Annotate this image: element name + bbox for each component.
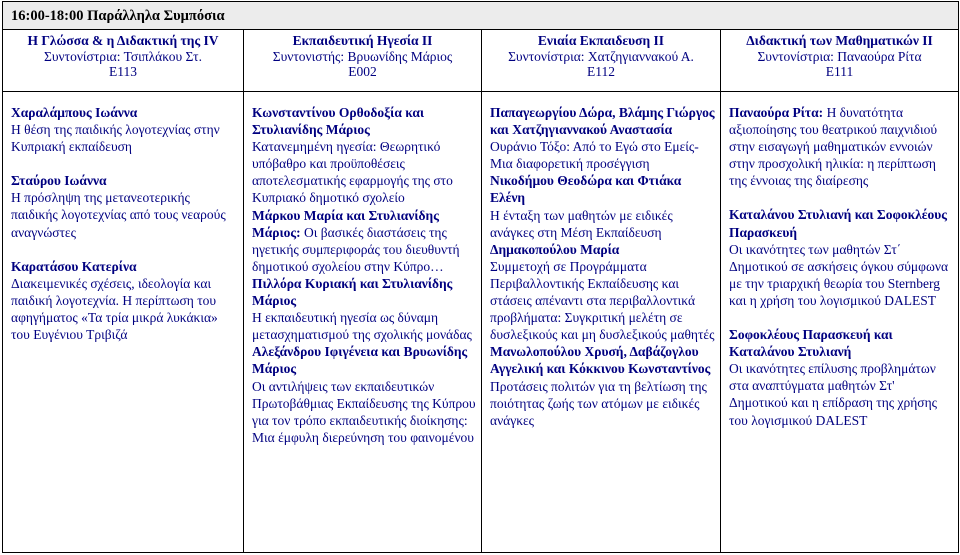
presentation bbox=[11, 172, 239, 240]
presentation-author: Καταλάνου Στυλιανή και Σοφοκλέους Παρασκευή bbox=[729, 207, 947, 240]
presentation-title: Συμμετοχή σε Προγράμματα Περιβαλλοντικής Εκπαίδευσης και στάσεις απέναντι στα περιβαλλοντικά προβλήματα: Συγκριτική μελέτη σε δυσλεξικούς και μη δυσλεξικούς μαθητές bbox=[490, 258, 715, 343]
session-header-row bbox=[3, 30, 959, 92]
session-room: Ε113 bbox=[109, 64, 137, 80]
presentation-author: Μάρκου Μαρία και Στυλιανίδης Μάριος: bbox=[252, 207, 439, 240]
presentation bbox=[252, 343, 477, 446]
time-header-row bbox=[3, 2, 959, 30]
presentation-author: Παπαγεωργίου Δώρα, Βλάμης Γιώργος και Χατζηγιαννακού Αναστασία bbox=[490, 105, 715, 138]
presentation-author: Παναούρα Ρίτα: bbox=[729, 105, 824, 120]
session-room: Ε112 bbox=[587, 64, 615, 80]
session-coordinator: Συντονιστής: Βρυωνίδης Μάριος bbox=[272, 48, 453, 64]
presentation bbox=[490, 241, 716, 344]
session-coordinator: Συντονίστρια: Παναούρα Ρίτα bbox=[757, 48, 922, 64]
presentation-author: Νικοδήμου Θεοδώρα και Φτιάκα Ελένη bbox=[490, 173, 682, 206]
session-4-presentations bbox=[721, 92, 959, 553]
session-name: Διδακτική των Μαθηματικών ΙΙ bbox=[746, 33, 933, 48]
session-name: Ενιαία Εκπαιδευση ΙΙ bbox=[537, 33, 665, 48]
presentation-title: Η πρόσληψη της μετανεοτερικής παιδικής λογοτεχνίας από τους νεαρούς αναγνώστες bbox=[11, 190, 226, 240]
session-header-2 bbox=[244, 30, 482, 92]
session-header-3 bbox=[482, 30, 721, 92]
presentation bbox=[490, 172, 716, 240]
presentation-author: Χαραλάμπους Ιωάννα bbox=[11, 105, 138, 120]
presentation-title: Οι βασικές διαστάσεις της ηγετικής συμπεριφοράς του διευθυντή δημοτικού σχολείου στην Κύπρο… bbox=[252, 224, 460, 274]
time-header: 16:00-18:00 Παράλληλα Συμπόσια bbox=[11, 8, 225, 24]
presentation-title: Οι αντιλήψεις των εκπαιδευτικών Πρωτοβάθμιας Εκπαίδευσης της Κύπρου για τον τρόπο εκπαιδευτικής διοίκησης: Μια έμφυλη διερεύνηση του φαινομένου bbox=[252, 378, 476, 445]
session-2-presentations bbox=[244, 92, 482, 553]
presentation bbox=[490, 104, 716, 172]
presentation bbox=[252, 207, 477, 275]
presentation-author: Μανωλοπούλου Χρυσή, Δαβάζογλου Αγγελική και Κόκκινου Κωνσταντίνος bbox=[490, 344, 711, 377]
presentation-author: Κωνσταντίνου Ορθοδοξία και Στυλιανίδης Μάριος bbox=[252, 105, 425, 138]
session-name: Η Γλώσσα & η Διδακτική της IV bbox=[27, 33, 219, 48]
presentation-author: Σταύρου Ιωάννα bbox=[11, 173, 107, 189]
presentation bbox=[729, 104, 954, 189]
session-3-presentations bbox=[482, 92, 721, 553]
session-coordinator: Συντονίστρια: Τσιπλάκου Στ. bbox=[44, 48, 202, 64]
presentation bbox=[252, 275, 477, 343]
presentation-author: Πιλλόρα Κυριακή και Στυλιανίδης Μάριος bbox=[252, 275, 453, 309]
session-header-1 bbox=[3, 30, 244, 92]
presentation-title: Η εκπαιδευτική ηγεσία ως δύναμη μετασχηματισμού της σχολικής μονάδας bbox=[252, 310, 472, 343]
presentation-author: Αλεξάνδρου Ιφιγένεια και Βρυωνίδης Μάριος bbox=[252, 344, 468, 377]
presentation-title: Η ένταξη των μαθητών με ειδικές ανάγκες στη Μέση Εκπαίδευση bbox=[490, 207, 673, 240]
presentation-author: Δημακοπούλου Μαρία bbox=[490, 241, 620, 257]
presentation bbox=[11, 104, 239, 155]
presentation-title: Κατανεμημένη ηγεσία: Θεωρητικό υπόβαθρο και προϋποθέσεις αποτελεσματικής εφαρμογής της στο Κυπριακό δημοτικό σχολείο bbox=[252, 139, 453, 206]
presentations-row bbox=[3, 92, 959, 553]
presentation-title: Διακειμενικές σχέσεις, ιδεολογία και παιδική λογοτεχνία. Η περίπτωση του αφηγήματος «Τα τρία μικρά λυκάκια» του Ευγένιου Τριβιζά bbox=[11, 275, 218, 343]
session-room: Ε002 bbox=[348, 64, 377, 80]
session-header-4 bbox=[721, 30, 959, 92]
time-header-cell bbox=[3, 2, 959, 30]
presentation bbox=[729, 326, 954, 429]
presentation-author: Καρατάσου Κατερίνα bbox=[11, 258, 137, 274]
presentation-title: Ουράνιο Τόξο: Από το Εγώ στο Εμείς-Μια διαφορετική προσέγγιση bbox=[490, 139, 699, 172]
session-coordinator: Συντονίστρια: Χατζηγιαννακού Α. bbox=[508, 48, 694, 64]
presentation bbox=[11, 258, 239, 343]
schedule-table bbox=[2, 1, 959, 553]
presentation bbox=[729, 206, 954, 309]
session-name: Εκπαιδευτική Ηγεσία ΙΙ bbox=[292, 33, 433, 48]
session-room: Ε111 bbox=[825, 64, 854, 80]
presentation bbox=[490, 343, 716, 428]
presentation-title: Η θέση της παιδικής λογοτεχνίας στην Κυπριακή εκπαίδευση bbox=[11, 122, 220, 155]
session-1-presentations bbox=[3, 92, 244, 553]
presentation-title: Η δυνατότητα αξιοποίησης του θεατρικού παιχνιδιού στην εισαγωγή μαθηματικών εννοιών στην προσχολική ηλικία: η περίπτωση της έννοιας της διαίρεσης bbox=[729, 105, 938, 189]
presentation bbox=[252, 104, 477, 207]
presentation-title: Προτάσεις πολιτών για τη βελτίωση της ποιότητας ζωής των ατόμων με ειδικές ανάγκες bbox=[490, 378, 707, 428]
presentation-title: Οι ικανότητες επίλυσης προβλημάτων στα αναπτύγματα μαθητών Στ' Δημοτικού και η επίδραση της χρήσης του λογισμικού DALEST bbox=[729, 361, 937, 428]
presentation-title: Οι ικανότητες των μαθητών Στ΄ Δημοτικού σε ασκήσεις όγκου σύμφωνα με την τριαρχική θεωρία του Sternberg και η χρήση του λογισμικού DALEST bbox=[729, 241, 949, 308]
presentation-author: Σοφοκλέους Παρασκευή και Καταλάνου Στυλιανή bbox=[729, 327, 893, 360]
